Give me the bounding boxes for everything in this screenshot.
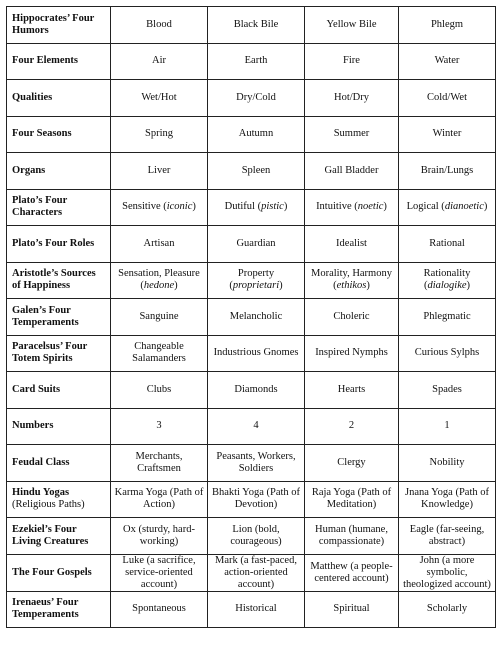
table-cell xyxy=(208,591,305,628)
row-header xyxy=(7,43,111,80)
cell-text: Spiritual xyxy=(333,603,370,615)
table-cell xyxy=(399,299,496,336)
cell-term: iconic xyxy=(166,201,193,213)
table-cell xyxy=(208,481,305,518)
cell-text: Curious Sylphs xyxy=(414,347,480,359)
row-header xyxy=(7,80,111,117)
table-row xyxy=(7,591,496,628)
row-header-label: Organs xyxy=(12,164,46,176)
cell-text: Clubs xyxy=(146,383,172,395)
table-cell xyxy=(305,43,399,80)
cell-text: Karma Yoga (Path of Action) xyxy=(114,487,204,511)
cell-term: dialogike xyxy=(427,280,467,292)
row-header-label: Hippocrates’ Four Humors xyxy=(12,12,95,36)
row-header xyxy=(7,262,111,299)
table-cell xyxy=(208,153,305,190)
cell-text: Morality, Harmony ( xyxy=(311,268,392,292)
cell-text: Nobility xyxy=(429,456,465,468)
cell-text: Peasants, Workers, Soldiers xyxy=(216,450,296,474)
row-header xyxy=(7,7,111,44)
table-row xyxy=(7,80,496,117)
cell-text: 4 xyxy=(253,420,259,432)
table-cell xyxy=(399,481,496,518)
row-header xyxy=(7,299,111,336)
table-cell xyxy=(208,518,305,555)
cell-text: Hot/Dry xyxy=(334,91,369,103)
table-container xyxy=(6,6,496,628)
cell-text: Melancholic xyxy=(229,310,283,322)
row-header-label: Four Seasons xyxy=(12,128,72,140)
cell-text: Liver xyxy=(147,164,171,176)
cell-term: pistic xyxy=(261,201,284,213)
row-header-label: Card Suits xyxy=(12,383,61,395)
table-cell xyxy=(305,189,399,226)
cell-text: Sensitive ( xyxy=(122,201,167,213)
cell-text: Property ( xyxy=(229,268,275,292)
table-cell xyxy=(305,116,399,153)
cell-text: Wet/Hot xyxy=(141,91,177,103)
row-header xyxy=(7,591,111,628)
table-row xyxy=(7,408,496,445)
cell-text: Merchants, Craftsmen xyxy=(135,450,183,474)
table-cell xyxy=(399,372,496,409)
table-row xyxy=(7,372,496,409)
table-cell xyxy=(399,445,496,482)
cell-text-end: ) xyxy=(466,280,471,292)
row-header-label: Irenaeus’ Four Temperaments xyxy=(12,597,79,621)
cell-text: Cold/Wet xyxy=(427,91,467,103)
cell-text: Phlegm xyxy=(430,18,464,30)
comparison-table xyxy=(6,6,496,628)
cell-text-end: ) xyxy=(283,201,288,213)
table-row xyxy=(7,299,496,336)
table-cell xyxy=(208,7,305,44)
cell-text: 3 xyxy=(156,420,162,432)
table-cell xyxy=(111,262,208,299)
table-row xyxy=(7,189,496,226)
table-cell xyxy=(399,408,496,445)
table-cell xyxy=(399,226,496,263)
cell-text: Spleen xyxy=(241,164,271,176)
cell-text-end: ) xyxy=(383,201,387,213)
cell-text: Black Bile xyxy=(233,18,279,30)
table-cell xyxy=(305,445,399,482)
cell-text: Human (humane, compassionate) xyxy=(315,523,388,547)
cell-text: John (a more symbolic, theologized account) xyxy=(403,554,491,590)
cell-text: Industrious Gnomes xyxy=(213,347,299,359)
row-header xyxy=(7,481,111,518)
table-cell xyxy=(208,262,305,299)
table-row xyxy=(7,226,496,263)
table-cell xyxy=(399,153,496,190)
table-row xyxy=(7,518,496,555)
row-header xyxy=(7,226,111,263)
cell-text: Raja Yoga (Path of Meditation) xyxy=(311,487,392,511)
cell-text: Dry/Cold xyxy=(236,91,276,103)
table-cell xyxy=(305,335,399,372)
table-cell xyxy=(305,518,399,555)
cell-text: Inspired Nymphs xyxy=(315,347,388,359)
cell-text: Dutiful ( xyxy=(224,201,262,213)
cell-text: Autumn xyxy=(238,128,274,140)
table-cell xyxy=(305,372,399,409)
cell-text: Winter xyxy=(432,128,462,140)
cell-text: Hearts xyxy=(337,383,366,395)
table-cell xyxy=(111,299,208,336)
cell-text: Eagle (far-seeing, abstract) xyxy=(409,523,485,547)
table-cell xyxy=(208,554,305,591)
table-cell xyxy=(399,7,496,44)
table-cell xyxy=(111,591,208,628)
row-header-label: Qualities xyxy=(12,91,53,103)
cell-text: Luke (a sacrifice, service-oriented account) xyxy=(122,554,196,590)
table-cell xyxy=(111,554,208,591)
table-cell xyxy=(111,445,208,482)
table-cell xyxy=(399,80,496,117)
table-cell xyxy=(111,153,208,190)
table-cell xyxy=(111,43,208,80)
table-cell xyxy=(208,226,305,263)
cell-text-end: ) xyxy=(174,280,178,292)
cell-text: Rational xyxy=(429,237,465,249)
table-row xyxy=(7,7,496,44)
row-header xyxy=(7,408,111,445)
table-row xyxy=(7,43,496,80)
table-cell xyxy=(399,43,496,80)
table-cell xyxy=(399,116,496,153)
table-cell xyxy=(305,481,399,518)
row-header-label: Plato’s Four Roles xyxy=(12,237,95,249)
table-cell xyxy=(111,372,208,409)
row-header-label: Four Elements xyxy=(12,55,79,67)
table-cell xyxy=(305,226,399,263)
cell-text: Air xyxy=(152,55,166,67)
table-cell xyxy=(111,481,208,518)
cell-text: Intuitive ( xyxy=(316,201,358,213)
row-header xyxy=(7,518,111,555)
cell-text: Matthew (a people-centered account) xyxy=(310,560,393,584)
cell-text: Rationality ( xyxy=(423,268,471,292)
table-cell xyxy=(208,335,305,372)
cell-text: Lion (bold, courageous) xyxy=(230,523,282,547)
cell-text: Jnana Yoga (Path of Knowledge) xyxy=(405,487,489,511)
cell-text-end: ) xyxy=(279,280,283,292)
cell-text: Mark (a fast-paced, action-oriented account) xyxy=(215,554,297,590)
table-cell xyxy=(111,116,208,153)
table-row xyxy=(7,262,496,299)
cell-text: Blood xyxy=(146,18,172,30)
table-cell xyxy=(208,372,305,409)
table-row xyxy=(7,116,496,153)
cell-text: Choleric xyxy=(333,310,370,322)
row-header-label: Aristotle’s Sources of Happiness xyxy=(12,268,96,292)
table-row xyxy=(7,335,496,372)
row-header xyxy=(7,116,111,153)
cell-text-end: ) xyxy=(192,201,196,213)
cell-term: ethikos xyxy=(336,280,367,292)
table-row xyxy=(7,554,496,591)
cell-text-end: ) xyxy=(366,280,370,292)
cell-text: Fire xyxy=(343,55,360,67)
table-cell xyxy=(208,80,305,117)
table-cell xyxy=(111,7,208,44)
cell-text: Spring xyxy=(144,128,173,140)
cell-text: Guardian xyxy=(236,237,276,249)
cell-term: proprietari xyxy=(232,280,280,292)
cell-text: Water xyxy=(434,55,460,67)
table-cell xyxy=(305,554,399,591)
table-cell xyxy=(208,189,305,226)
cell-text: 2 xyxy=(348,420,355,432)
table-cell xyxy=(305,153,399,190)
table-body xyxy=(7,7,496,628)
table-cell xyxy=(305,299,399,336)
table-cell xyxy=(399,189,496,226)
cell-text: Phlegmatic xyxy=(423,310,471,322)
row-header-label: Hindu Yogas xyxy=(12,487,70,499)
cell-text: Diamonds xyxy=(234,383,278,395)
row-header-label: The Four Gospels xyxy=(12,566,92,578)
table-cell xyxy=(305,80,399,117)
row-header-label: Galen’s Four Temperaments xyxy=(12,304,79,328)
row-header-label: Paracelsus’ Four Totem Spirits xyxy=(12,341,88,365)
row-header-label: Plato’s Four Characters xyxy=(12,195,68,219)
table-cell xyxy=(305,408,399,445)
cell-text: Idealist xyxy=(336,237,367,249)
cell-text: Clergy xyxy=(337,456,366,468)
cell-text: Summer xyxy=(333,128,370,140)
table-row xyxy=(7,445,496,482)
table-cell xyxy=(111,80,208,117)
cell-text: Sanguine xyxy=(139,310,179,322)
row-header xyxy=(7,335,111,372)
cell-text-end: ) xyxy=(483,201,488,213)
row-header-note: (Religious Paths) xyxy=(12,499,85,511)
cell-text: Logical ( xyxy=(406,201,445,213)
table-cell xyxy=(305,7,399,44)
cell-text: Ox (sturdy, hard-working) xyxy=(123,523,195,547)
table-cell xyxy=(111,189,208,226)
row-header-label: Feudal Class xyxy=(12,456,70,468)
table-row xyxy=(7,481,496,518)
cell-text: Changeable Salamanders xyxy=(132,341,186,365)
cell-term: hedone xyxy=(143,280,175,292)
cell-text: Bhakti Yoga (Path of Devotion) xyxy=(211,487,301,511)
table-cell xyxy=(111,226,208,263)
row-header-label: Ezekiel’s Four Living Creatures xyxy=(12,523,89,547)
table-cell xyxy=(399,518,496,555)
table-cell xyxy=(399,335,496,372)
row-header xyxy=(7,445,111,482)
table-row xyxy=(7,153,496,190)
cell-text: Earth xyxy=(244,55,268,67)
cell-text: Spontaneous xyxy=(132,603,186,615)
cell-text: Artisan xyxy=(143,237,175,249)
table-cell xyxy=(208,445,305,482)
row-header xyxy=(7,372,111,409)
table-cell xyxy=(208,299,305,336)
table-cell xyxy=(208,43,305,80)
table-cell xyxy=(399,591,496,628)
cell-term: dianoetic xyxy=(444,201,484,213)
table-cell xyxy=(208,116,305,153)
cell-text: 1 xyxy=(444,420,450,432)
table-cell xyxy=(305,262,399,299)
row-header xyxy=(7,189,111,226)
row-header-label: Numbers xyxy=(12,420,54,432)
cell-text: Historical xyxy=(235,603,277,615)
table-cell xyxy=(111,335,208,372)
cell-text: Spades xyxy=(432,383,462,395)
table-cell xyxy=(399,262,496,299)
cell-text: Yellow Bile xyxy=(326,18,377,30)
table-cell xyxy=(111,408,208,445)
cell-text: Brain/Lungs xyxy=(420,164,474,176)
cell-text: Scholarly xyxy=(426,603,468,615)
row-header xyxy=(7,153,111,190)
cell-text: Sensation, Pleasure ( xyxy=(118,268,200,292)
table-cell xyxy=(111,518,208,555)
row-header xyxy=(7,554,111,591)
table-cell xyxy=(399,554,496,591)
cell-term: noetic xyxy=(357,201,384,213)
table-cell xyxy=(208,408,305,445)
cell-text: Gall Bladder xyxy=(324,164,379,176)
table-cell xyxy=(305,591,399,628)
